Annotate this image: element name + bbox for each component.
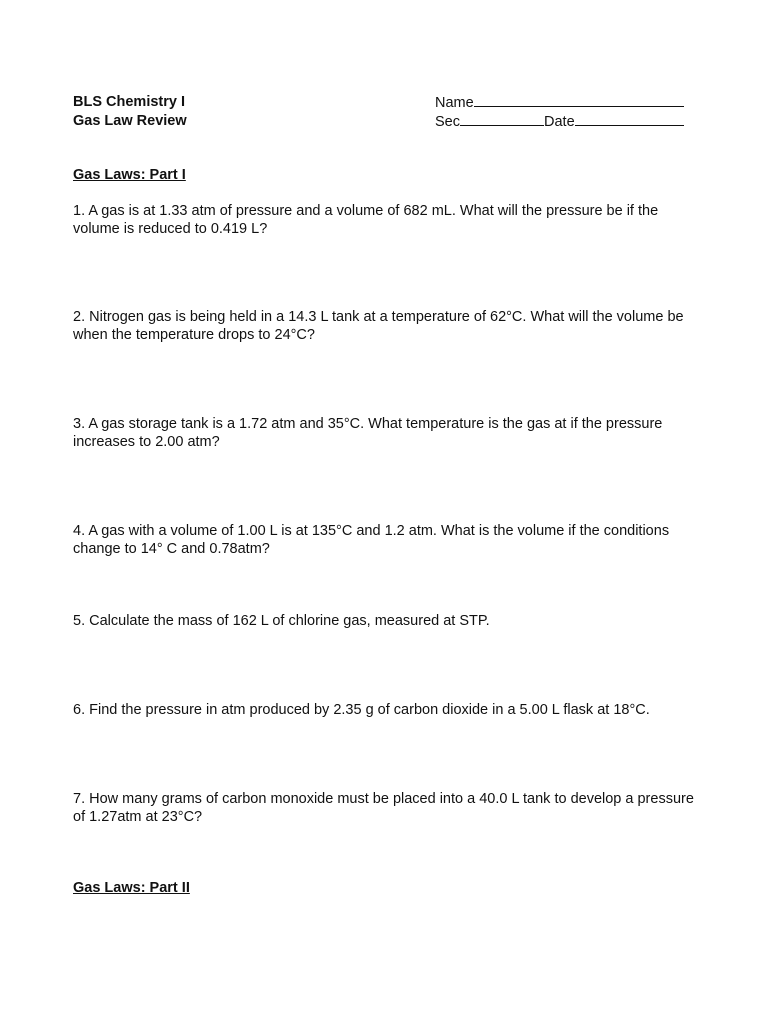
question-2: 2. Nitrogen gas is being held in a 14.3 L tank at a temperature of 62°C. What will the volume be when the temperature drops to 24°C? — [73, 309, 684, 343]
question-3: 3. A gas storage tank is a 1.72 atm and 35°C. What temperature is the gas at if the pressure increases to 2.00 atm? — [73, 416, 663, 450]
question-4: 4. A gas with a volume of 1.00 L is at 135°C and 1.2 atm. What is the volume if the conditions change to 14° C and 0.78atm? — [73, 523, 670, 557]
header-left — [73, 93, 187, 131]
name-row — [435, 93, 684, 112]
part1-title: Gas Laws: Part I — [73, 167, 186, 183]
question-7: 7. How many grams of carbon monoxide must be placed into a 40.0 L tank to develop a pressure of 1.27atm at 23°C? — [73, 791, 694, 825]
name-label: Name — [435, 95, 474, 111]
worksheet-title: Gas Law Review — [73, 113, 187, 129]
question-1: 1. A gas is at 1.33 atm of pressure and a volume of 682 mL. What will the pressure be if the volume is reduced to 0.419 L? — [73, 203, 659, 237]
header-right — [435, 93, 684, 131]
section-date-row — [435, 112, 684, 131]
course-title: BLS Chemistry I — [73, 94, 185, 110]
question-6: 6. Find the pressure in atm produced by 2.35 g of carbon dioxide in a 5.00 L flask at 18°C. — [73, 702, 650, 718]
name-blank — [474, 93, 684, 107]
date-blank — [575, 112, 684, 126]
section-label: Sec — [435, 114, 460, 130]
section-blank — [460, 112, 544, 126]
part2-title: Gas Laws: Part II — [73, 880, 190, 896]
date-label: Date — [544, 114, 575, 130]
question-5: 5. Calculate the mass of 162 L of chlorine gas, measured at STP. — [73, 613, 490, 629]
